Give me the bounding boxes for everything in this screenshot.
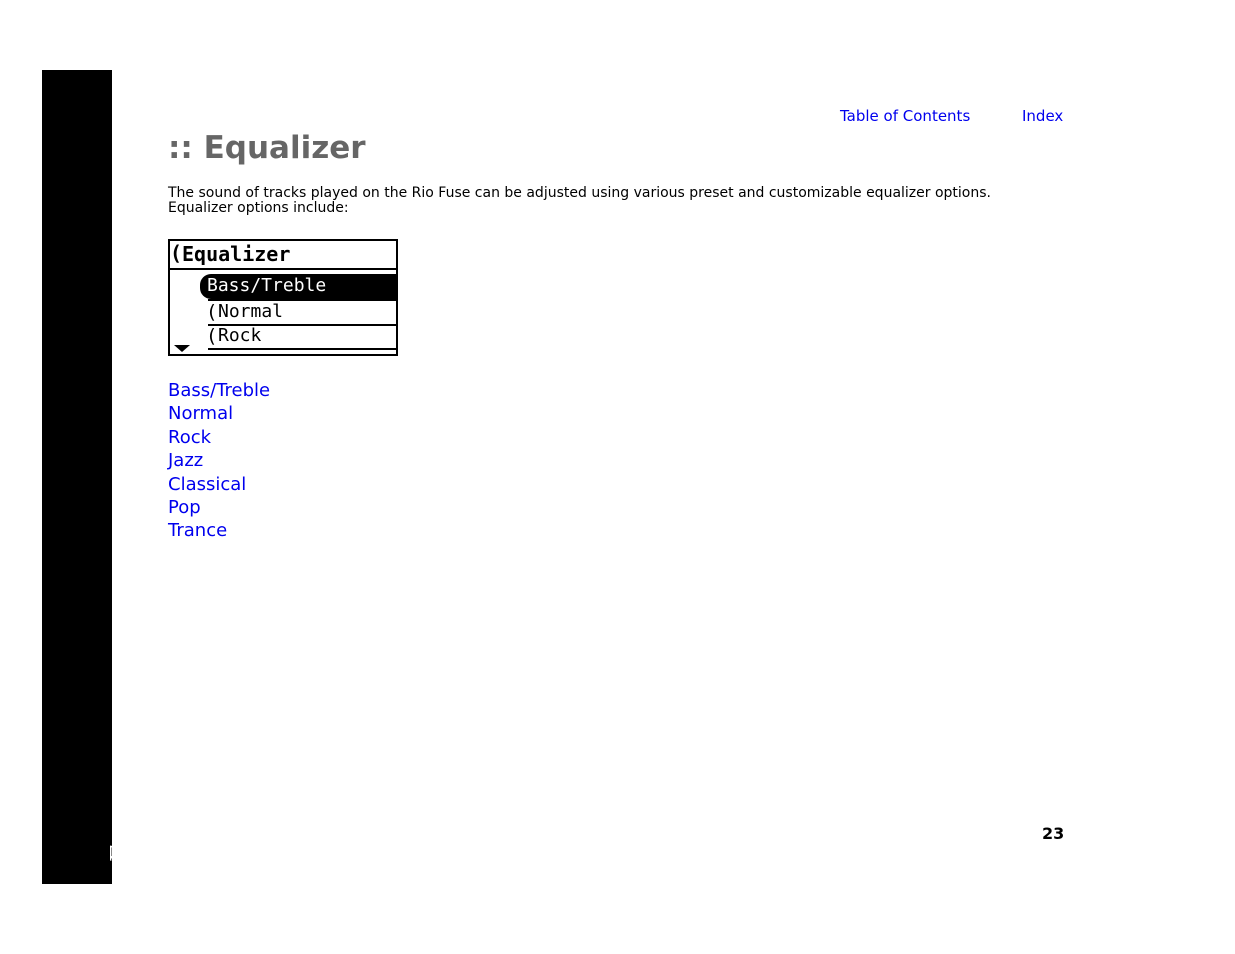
option-link-bass-treble[interactable]: Bass/Treble — [168, 380, 271, 401]
option-link-jazz[interactable]: Jazz — [168, 450, 204, 472]
device-menu-item — [208, 325, 396, 350]
option-link-pop[interactable]: Pop — [168, 496, 201, 518]
scroll-down-arrow-icon — [174, 345, 190, 352]
page-title: :: Equalizer — [168, 130, 366, 166]
option-link-rock[interactable]: Rock — [168, 426, 212, 448]
device-menu-item-selected — [170, 274, 396, 297]
table-of-contents-link[interactable]: Table of Contents — [840, 107, 971, 125]
menu-bracket-icon: ( — [170, 241, 183, 265]
device-screen-image — [168, 239, 398, 356]
list-item — [168, 379, 270, 402]
device-menu-item-label: Bass/Treble — [207, 275, 327, 296]
option-link-classical[interactable]: Classical — [168, 473, 247, 495]
equalizer-options-list — [168, 379, 270, 543]
device-menu-item-label: Rock — [218, 325, 262, 346]
device-menu-item — [208, 299, 396, 326]
menu-bracket-icon: ( — [206, 325, 218, 347]
list-item — [168, 496, 270, 519]
sidebar-title: Rio Fuse — [105, 802, 135, 914]
list-item — [168, 473, 270, 496]
list-item — [168, 402, 270, 425]
option-link-normal[interactable]: Normal — [168, 403, 234, 425]
device-menu-item-label: Normal — [218, 301, 284, 322]
list-item — [168, 519, 270, 542]
intro-paragraph: The sound of tracks played on the Rio Fuse can be adjusted using various preset and customizable equalizer options. Equalizer options include: — [168, 185, 991, 216]
menu-bracket-icon: ( — [206, 301, 218, 323]
index-link[interactable]: Index — [1022, 107, 1064, 125]
device-header — [170, 241, 396, 270]
device-header-label: Equalizer — [182, 242, 291, 266]
option-link-trance[interactable]: Trance — [168, 520, 228, 542]
sidebar — [42, 70, 135, 914]
page-number: 23 — [1042, 824, 1065, 843]
list-item — [168, 426, 270, 449]
list-item — [168, 449, 270, 472]
